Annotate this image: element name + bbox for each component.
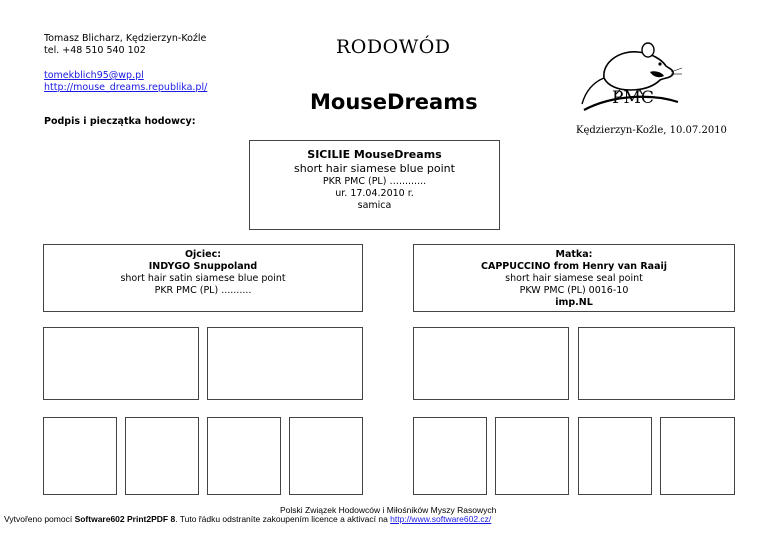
animal-birth: ur. 17.04.2010 r. (335, 188, 414, 199)
animal-box (249, 140, 500, 230)
father-registry: PKR PMC (PL) .......... (154, 285, 252, 296)
mother-import: imp.NL (555, 297, 593, 308)
association-name: Polski Związek Hodowców i Miłośników Myszy Rasowych (280, 505, 497, 515)
animal-name: SICILIE MouseDreams (307, 148, 442, 161)
notice-prefix: Vytvořeno pomocí (4, 514, 75, 524)
signature-label: Podpis i pieczątka hodowcy: (44, 116, 196, 127)
mother-box (413, 244, 735, 312)
father-variety: short hair satin siamese blue point (120, 273, 286, 284)
grandparent-box (413, 327, 569, 400)
breeder-website-link[interactable]: http://mouse_dreams.republika.pl/ (44, 82, 208, 93)
breeder-email-link[interactable]: tomekblich95@wp.pl (44, 70, 144, 81)
great-grandparent-box (207, 417, 281, 495)
pmc-logo (574, 36, 684, 116)
document-title: RODOWÓD (336, 36, 451, 58)
great-grandparent-box (660, 417, 735, 495)
logo-text: PMC (612, 88, 654, 108)
great-grandparent-box (413, 417, 487, 495)
animal-registry: PKR PMC (PL) …......... (322, 176, 427, 187)
breeder-phone: tel. +48 510 540 102 (44, 45, 146, 56)
kennel-name: MouseDreams (310, 90, 478, 114)
mother-variety: short hair siamese seal point (505, 273, 643, 284)
mother-heading: Matka: (555, 249, 593, 260)
great-grandparent-box (125, 417, 199, 495)
grandparent-box (207, 327, 363, 400)
mother-name: CAPPUCCINO from Henry van Raaij (481, 261, 667, 272)
software602-link[interactable]: http://www.software602.cz/ (390, 514, 492, 524)
software-notice (4, 514, 491, 524)
animal-variety: short hair siamese blue point (294, 162, 455, 175)
great-grandparent-box (43, 417, 117, 495)
place-date: Kędzierzyn-Koźle, 10.07.2010 (576, 125, 727, 136)
great-grandparent-box (289, 417, 363, 495)
grandparent-box (578, 327, 735, 400)
animal-sex: samica (357, 200, 392, 211)
software-name: Software602 Print2PDF 8 (74, 514, 176, 524)
father-box (43, 244, 363, 312)
notice-text: . Tuto řádku odstraníte zakoupením licence a aktivací na (175, 514, 391, 524)
father-heading: Ojciec: (184, 249, 222, 260)
great-grandparent-box (495, 417, 569, 495)
mother-registry: PKW PMC (PL) 0016-10 (519, 285, 629, 296)
father-name: INDYGO Snuppoland (148, 261, 258, 272)
grandparent-box (43, 327, 199, 400)
breeder-name-city: Tomasz Blicharz, Kędzierzyn-Koźle (44, 33, 207, 44)
great-grandparent-box (578, 417, 652, 495)
